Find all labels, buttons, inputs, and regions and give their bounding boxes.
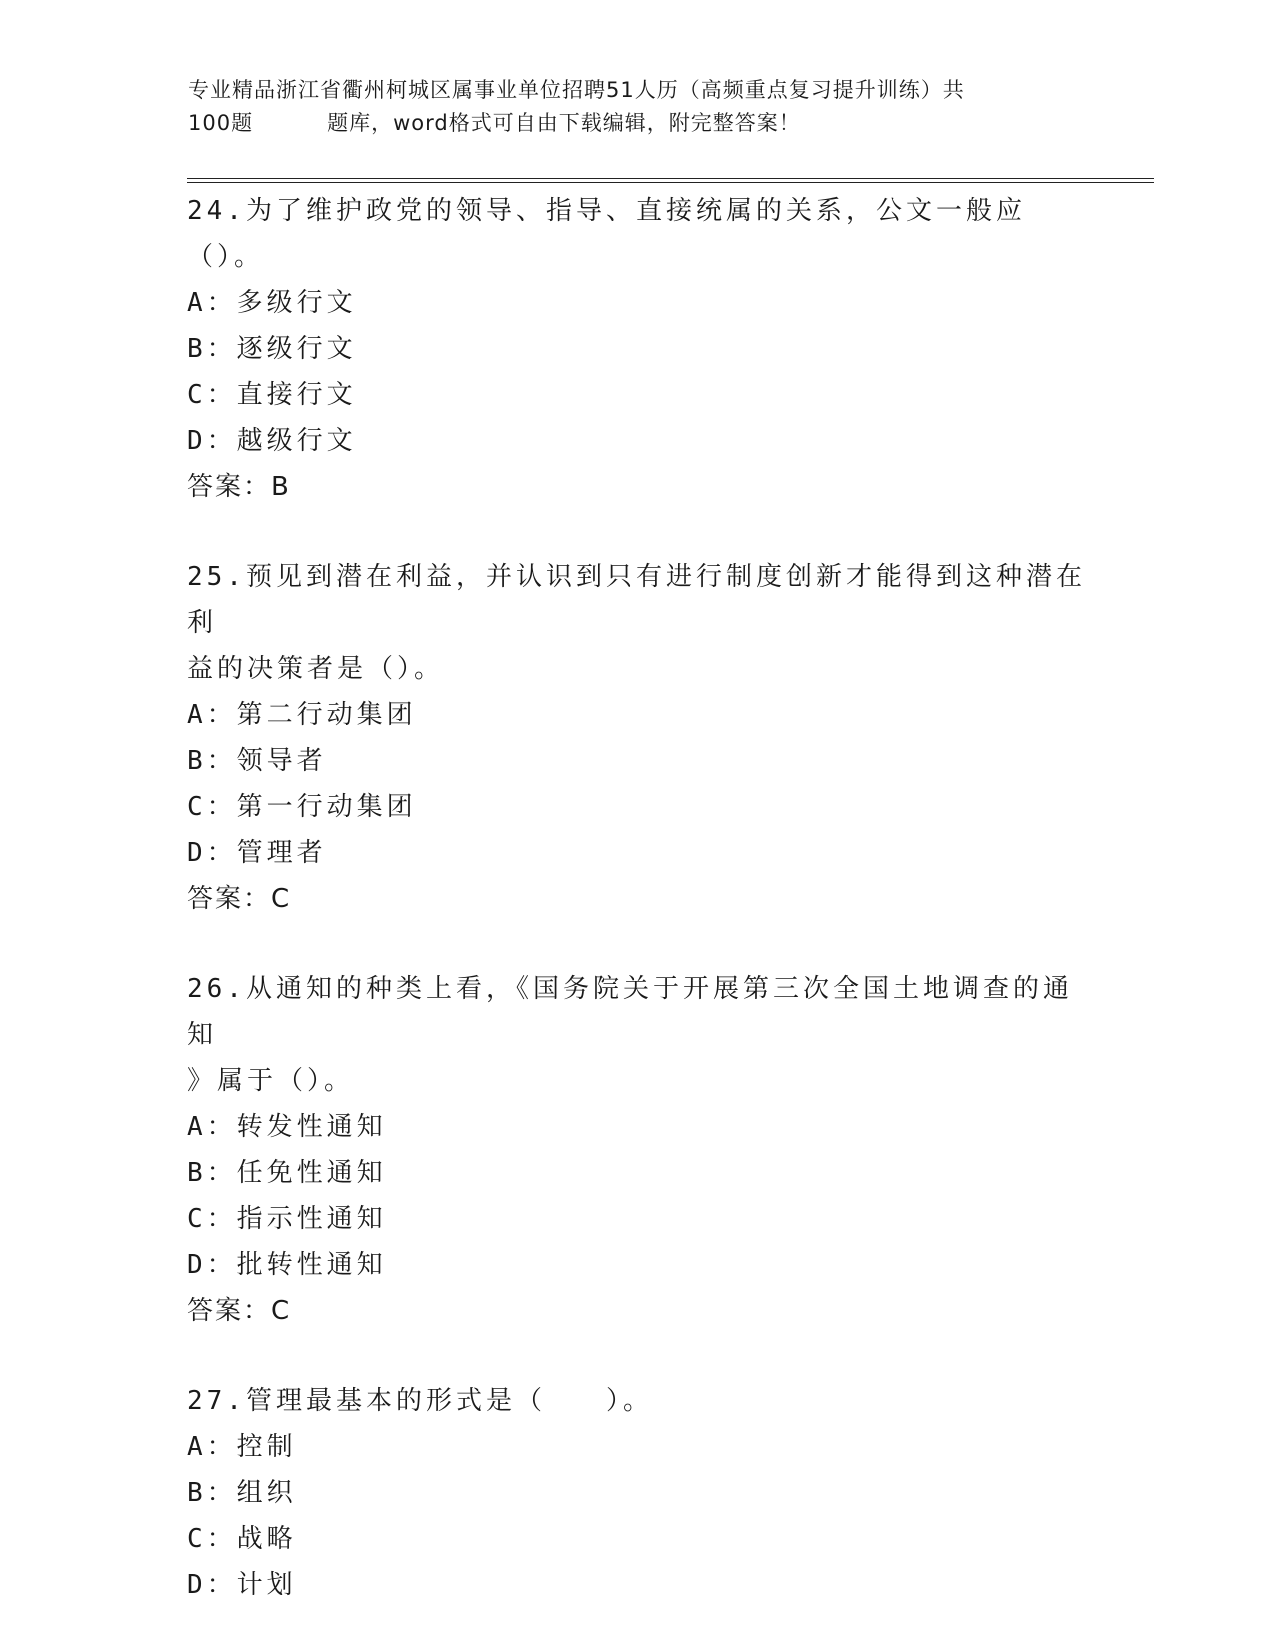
option-c: C：指示性通知 bbox=[187, 1204, 387, 1234]
option-d: D：计划 bbox=[187, 1570, 297, 1600]
option-c: C：战略 bbox=[187, 1524, 297, 1554]
option-a: A：第二行动集团 bbox=[187, 700, 417, 730]
question-25 bbox=[187, 554, 1087, 922]
question-27 bbox=[187, 1378, 1087, 1608]
option-b: B：领导者 bbox=[187, 746, 327, 776]
option-b: B：任免性通知 bbox=[187, 1158, 387, 1188]
question-list bbox=[187, 188, 1087, 1608]
option-c: C：第一行动集团 bbox=[187, 792, 417, 822]
header-line-2 bbox=[188, 107, 1088, 140]
question-stem: 25.预见到潜在利益，并认识到只有进行制度创新才能得到这种潜在利 bbox=[187, 562, 1086, 638]
header-line-1: 专业精品浙江省衢州柯城区属事业单位招聘51人历（高频重点复习提升训练）共 bbox=[188, 78, 965, 102]
option-a: A：转发性通知 bbox=[187, 1112, 387, 1142]
answer-line: 答案：C bbox=[187, 884, 292, 914]
option-d: D：越级行文 bbox=[187, 426, 357, 456]
option-b: B：逐级行文 bbox=[187, 334, 357, 364]
header-divider-top bbox=[187, 178, 1154, 179]
document-header bbox=[188, 74, 1088, 140]
answer-line: 答案：B bbox=[187, 472, 291, 502]
question-stem-continued: 》属于（）。 bbox=[187, 1066, 355, 1096]
question-stem: 27.管理最基本的形式是（ ）。 bbox=[187, 1386, 653, 1416]
question-stem: 26.从通知的种类上看，《国务院关于开展第三次全国土地调查的通知 bbox=[187, 974, 1073, 1050]
option-a: A：多级行文 bbox=[187, 288, 357, 318]
option-d: D：批转性通知 bbox=[187, 1250, 387, 1280]
question-stem-continued: 益的决策者是（）。 bbox=[187, 654, 445, 684]
option-a: A：控制 bbox=[187, 1432, 297, 1462]
header-line-2-prefix: 100题 bbox=[188, 111, 254, 135]
question-26 bbox=[187, 966, 1087, 1334]
header-divider-bottom bbox=[187, 182, 1154, 183]
header-line-2-suffix: 题库，word格式可自由下载编辑，附完整答案！ bbox=[327, 111, 801, 135]
option-c: C：直接行文 bbox=[187, 380, 357, 410]
question-24 bbox=[187, 188, 1087, 510]
option-b: B：组织 bbox=[187, 1478, 297, 1508]
option-d: D：管理者 bbox=[187, 838, 327, 868]
question-stem: 24.为了维护政党的领导、指导、直接统属的关系，公文一般应（）。 bbox=[187, 196, 1026, 272]
answer-line: 答案：C bbox=[187, 1296, 292, 1326]
